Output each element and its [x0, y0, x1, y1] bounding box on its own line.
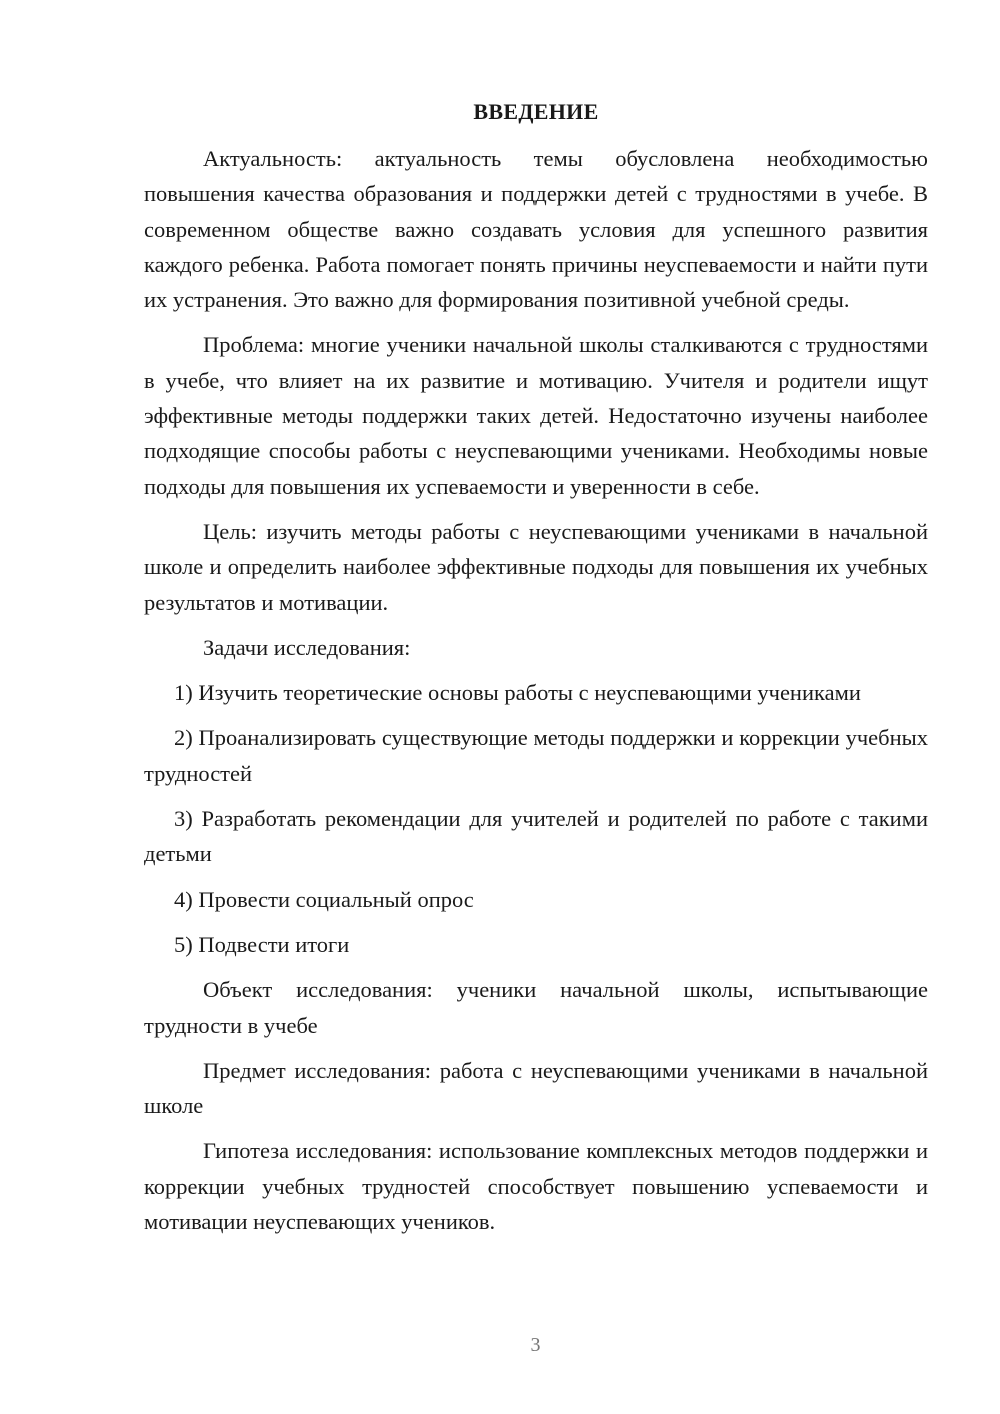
paragraph-goal: Цель: изучить методы работы с неуспевающими учениками в начальной школе и определить наиболее эффективные подходы для повышения их учебных результатов и мотивации.: [144, 518, 928, 615]
paragraph-subject: Предмет исследования: работа с неуспевающими учениками в начальной школе: [144, 1057, 928, 1119]
page-number: 3: [530, 1334, 541, 1356]
paragraph-object: Объект исследования: ученики начальной школы, испытывающие трудности в учебе: [144, 977, 928, 1038]
list-item: 5) Подвести итоги: [174, 931, 350, 957]
paragraph-tasks-label: Задачи исследования:: [203, 634, 411, 660]
paragraph-hypothesis: Гипотеза исследования: использование комплексных методов поддержки и коррекции учебных трудностей способствует повышению успеваемости и мотивации неуспевающих учеников.: [144, 1138, 928, 1235]
list-item: 1) Изучить теоретические основы работы с неуспевающими учениками: [174, 680, 861, 706]
tasks-list: [144, 675, 928, 962]
page-content: [144, 94, 928, 1249]
list-item: 2) Проанализировать существующие методы поддержки и коррекции учебных трудностей: [144, 725, 928, 786]
list-item: 4) Провести социальный опрос: [174, 886, 474, 912]
paragraph-relevance: Актуальность: актуальность темы обусловлена необходимостью повышения качества образования и поддержки детей с трудностями в учебе. В современном обществе важно создавать условия для успешного развития каждого ребенка. Работа помогает понять причины неуспеваемости и найти пути их устранения. Это важно для формирования позитивной учебной среды.: [144, 146, 928, 313]
paragraph-problem: Проблема: многие ученики начальной школы сталкиваются с трудностями в учебе, что влияет на их развитие и мотивацию. Учителя и родители ищут эффективные методы поддержки таких детей. Недостаточно изучены наиболее подходящие способы работы с неуспевающими учениками. Необходимы новые подходы для повышения их успеваемости и уверенности в себе.: [144, 332, 928, 499]
section-title: ВВЕДЕНИЕ: [473, 99, 599, 124]
list-item: 3) Разработать рекомендации для учителей и родителей по работе с такими детьми: [144, 806, 928, 867]
